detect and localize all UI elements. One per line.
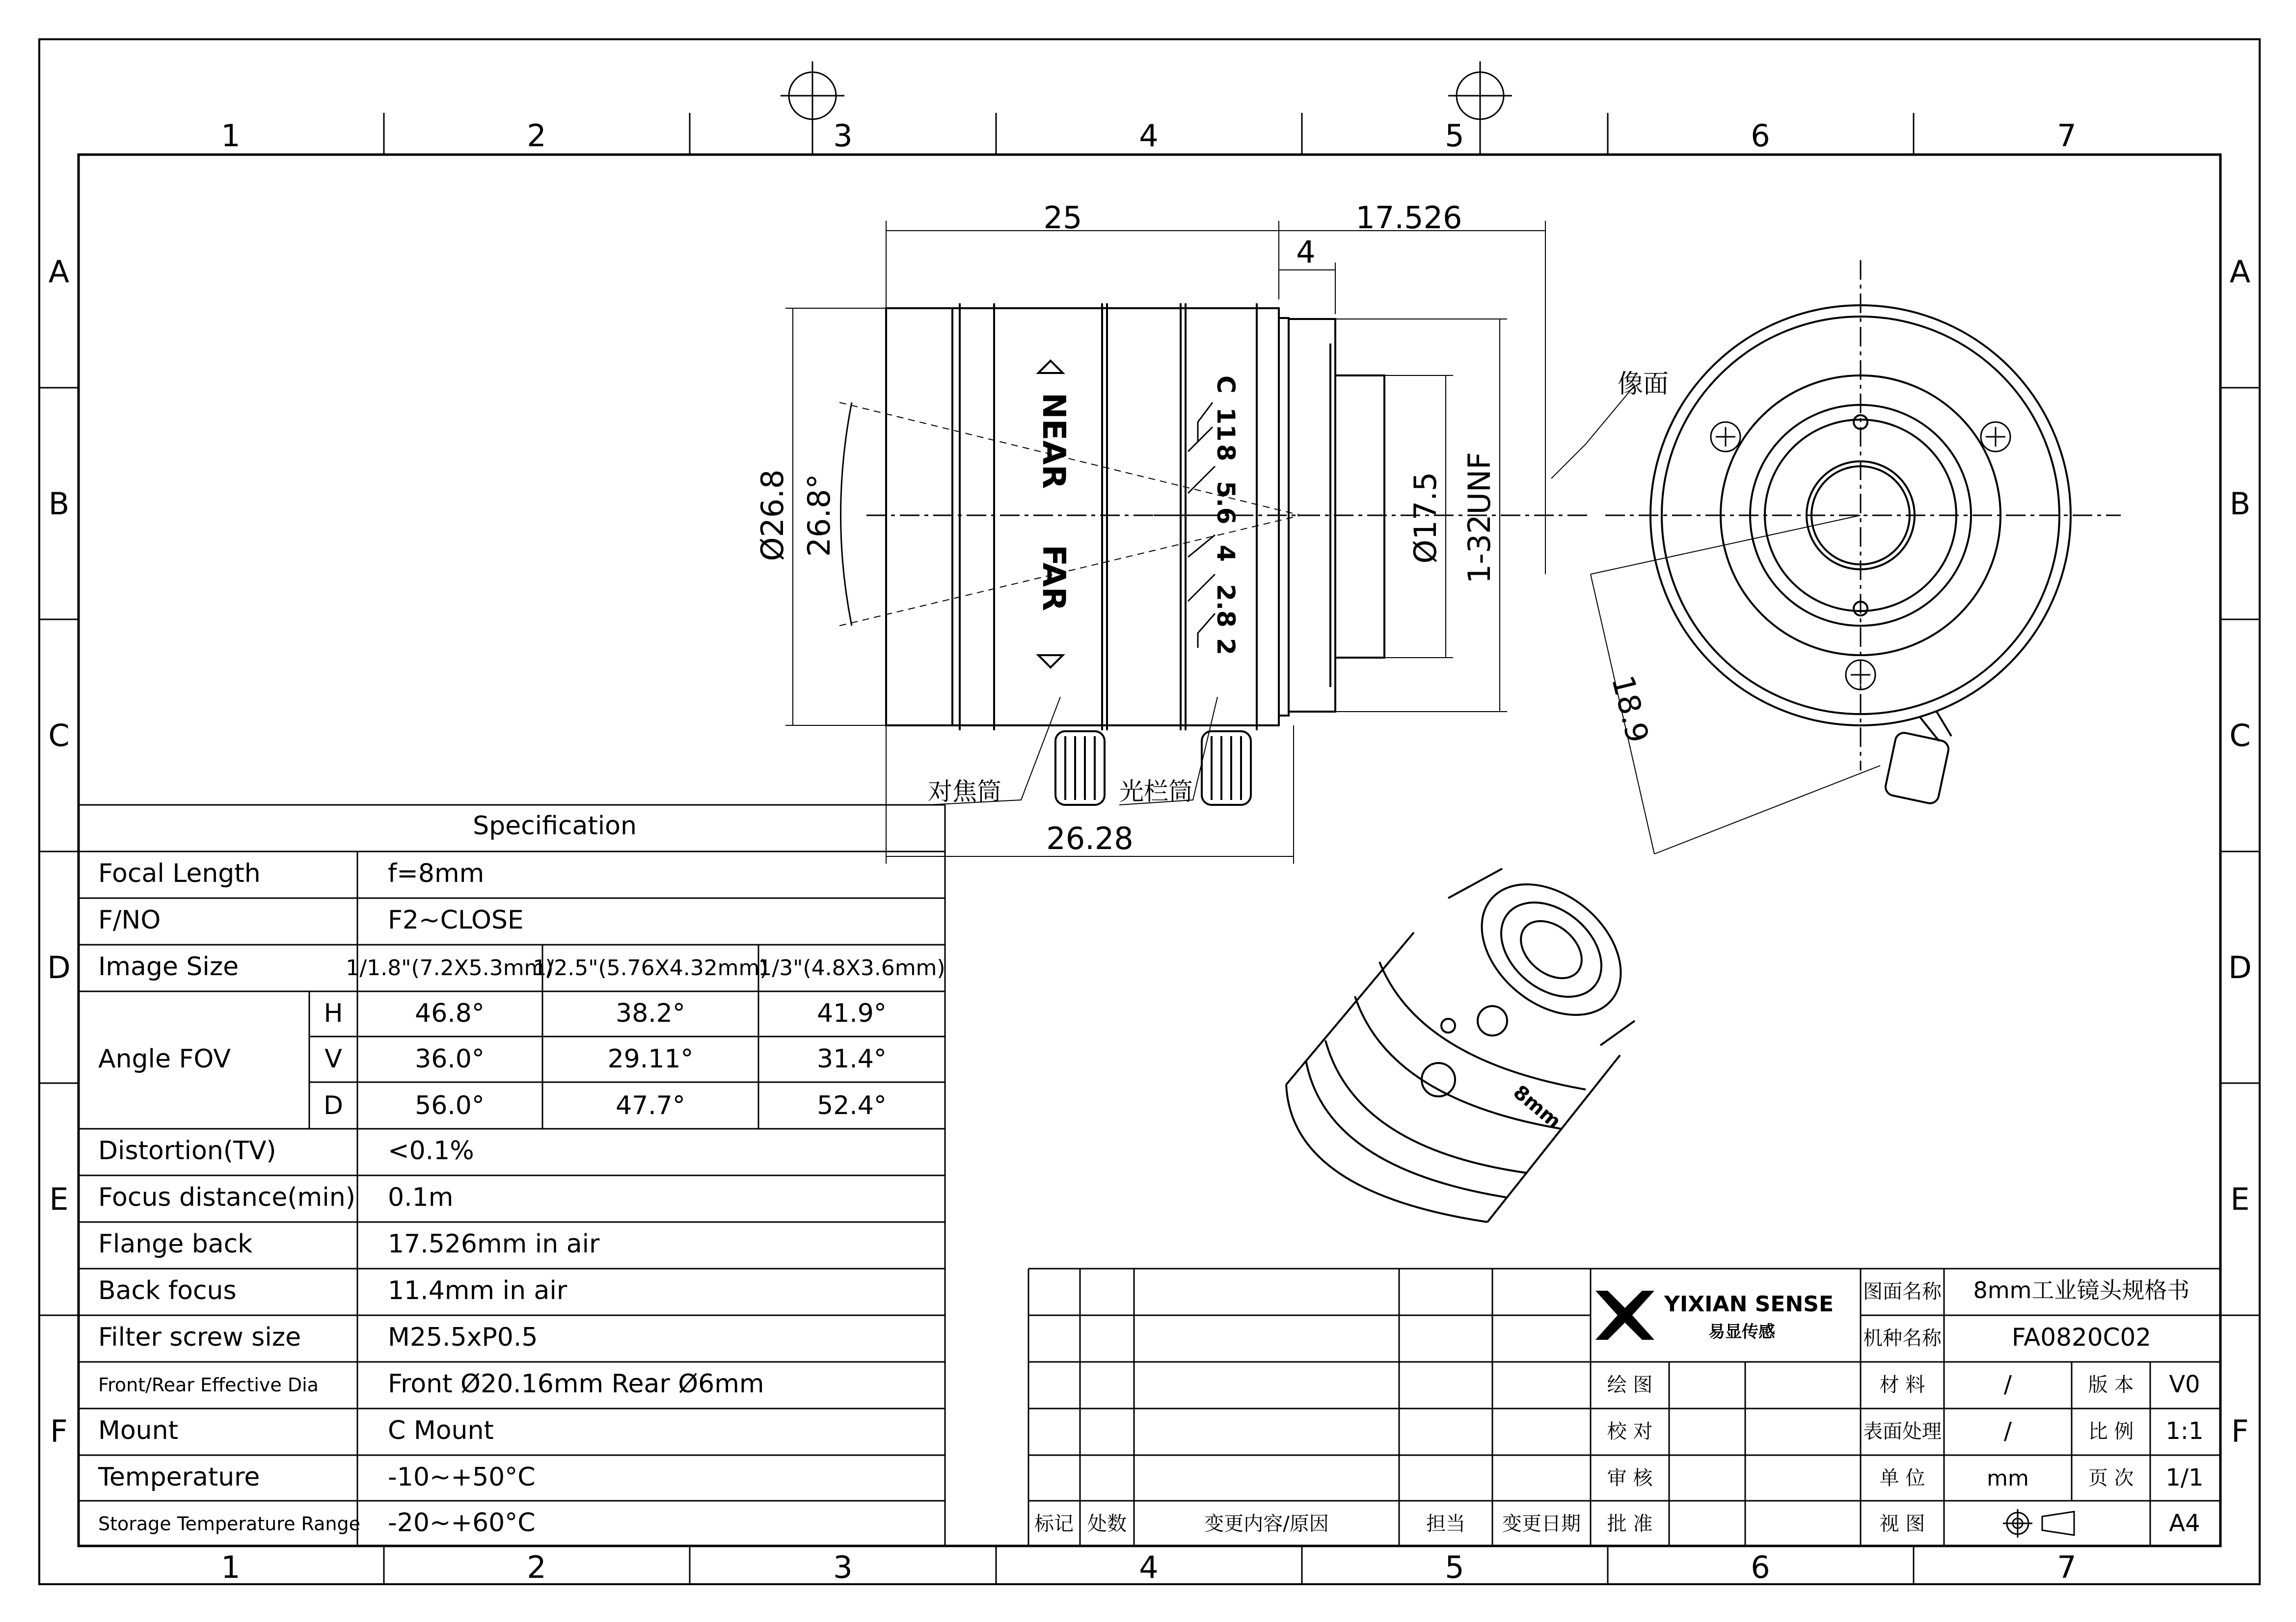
col-label: 1	[221, 1549, 241, 1585]
row-label: A	[48, 254, 70, 290]
col-label: 3	[833, 118, 853, 154]
col-label: 3	[833, 1549, 853, 1585]
spec-table	[98, 811, 945, 1538]
rev-header: 处数	[1087, 1513, 1127, 1535]
spec-label: Angle FOV	[98, 1044, 231, 1074]
tb-value: mm	[1987, 1466, 2029, 1491]
dimension-lines	[785, 221, 1880, 864]
spec-label: Flange back	[98, 1229, 253, 1259]
row-label: B	[2229, 486, 2251, 522]
fov-value: 38.2°	[616, 999, 685, 1028]
near-label: NEAR	[1035, 393, 1072, 489]
col-label: 7	[2057, 118, 2077, 154]
dim-flange-back: 17.526	[1355, 200, 1462, 236]
aperture-label: 11	[1212, 407, 1240, 442]
aperture-label: 4	[1212, 545, 1240, 562]
zone-dividers	[39, 113, 2260, 1584]
rev-header: 变更内容/原因	[1204, 1513, 1329, 1535]
row-label: B	[48, 486, 70, 522]
spec-title: Specification	[473, 811, 637, 841]
row-label: E	[49, 1181, 69, 1217]
front-center-lines	[1605, 260, 2121, 771]
col-label: 4	[1139, 1549, 1159, 1585]
tb-label: 比 例	[2088, 1420, 2134, 1443]
aperture-label: 5.6	[1212, 481, 1240, 525]
fov-value: 52.4°	[817, 1091, 887, 1120]
rev-header: 标记	[1034, 1513, 1074, 1535]
col-label: 1	[221, 118, 241, 154]
spec-label: Distortion(TV)	[98, 1136, 276, 1166]
spec-label: Focus distance(min)	[98, 1183, 356, 1212]
drawing-name: 8mm工业镜头规格书	[1973, 1277, 2190, 1303]
tb-label: 单 位	[1879, 1467, 1925, 1489]
aperture-label: 8	[1212, 444, 1240, 461]
brand-name: YIXIAN SENSE	[1664, 1292, 1834, 1317]
row-label: E	[2230, 1181, 2250, 1217]
spec-size: 1/3"(4.8X3.6mm)	[758, 956, 945, 981]
tb-value: /	[2003, 1371, 2012, 1398]
spec-size: 1/1.8"(7.2X5.3mm)	[346, 956, 554, 981]
row-label: C	[48, 718, 70, 753]
row-label: D	[47, 950, 71, 985]
dim-thread-diameter: Ø17.5	[1407, 472, 1443, 564]
tb-label: 视 图	[1879, 1513, 1925, 1535]
fov-value: 36.0°	[415, 1044, 485, 1074]
col-label: 6	[1751, 118, 1770, 154]
paper-size: A4	[2169, 1510, 2200, 1537]
tb-label: 机种名称	[1863, 1327, 1942, 1350]
rev-header: 担当	[1426, 1513, 1465, 1535]
spec-value: -10~+50°C	[388, 1462, 536, 1492]
fov-value: 47.7°	[616, 1091, 685, 1120]
spec-value: F2~CLOSE	[388, 905, 524, 935]
spec-label: Front/Rear Effective Dia	[98, 1374, 319, 1396]
iris-ring-label: 光栏筒	[1119, 777, 1193, 806]
spec-label: Filter screw size	[98, 1323, 301, 1352]
lens-side-view	[886, 303, 1384, 730]
spec-value: 17.526mm in air	[388, 1229, 600, 1259]
outer-frame	[39, 39, 2260, 1584]
aperture-label: C	[1212, 375, 1240, 394]
tb-label: 审 核	[1607, 1467, 1653, 1489]
fov-axis: D	[323, 1091, 344, 1120]
spec-value: Front Ø20.16mm Rear Ø6mm	[388, 1369, 764, 1399]
fov-value: 46.8°	[415, 999, 485, 1028]
spec-value: C Mount	[388, 1416, 494, 1445]
iso-lens-text: 8mm	[1509, 1081, 1566, 1134]
col-label: 6	[1751, 1549, 1770, 1585]
tb-label: 批 准	[1607, 1513, 1653, 1535]
focus-ring-label: 对焦筒	[928, 777, 1001, 806]
fov-value: 31.4°	[817, 1044, 887, 1074]
dim-screw-offset: 18.9	[1604, 671, 1656, 746]
tb-label: 图面名称	[1863, 1280, 1942, 1303]
dim-mount-step: 4	[1296, 234, 1316, 270]
col-label: 7	[2057, 1549, 2077, 1585]
model-number: FA0820C02	[2011, 1323, 2152, 1352]
tb-label: 页 次	[2088, 1467, 2134, 1489]
tb-label: 材 料	[1879, 1374, 1925, 1396]
spec-value: M25.5xP0.5	[388, 1323, 538, 1352]
spec-label: Storage Temperature Range	[98, 1513, 360, 1535]
fov-value: 41.9°	[817, 999, 887, 1028]
col-label: 2	[527, 118, 546, 154]
front-knob-icon	[1884, 712, 1951, 805]
brand-logo	[1595, 1291, 1834, 1342]
row-label: C	[2229, 718, 2251, 753]
spec-value: f=8mm	[388, 859, 485, 888]
spec-label: Image Size	[98, 952, 239, 982]
brand-name-cn: 易显传感	[1708, 1322, 1775, 1342]
col-label: 4	[1139, 118, 1159, 154]
row-label: A	[2229, 254, 2251, 290]
rev-header: 变更日期	[1502, 1513, 1581, 1535]
spec-label: F/NO	[98, 905, 161, 935]
spec-size: 1/2.5"(5.76X4.32mm)	[533, 956, 768, 981]
row-label: F	[50, 1413, 68, 1449]
far-label: FAR	[1035, 545, 1072, 612]
tb-label: 表面处理	[1863, 1420, 1942, 1443]
col-label: 5	[1445, 1549, 1464, 1585]
aperture-ticks	[1154, 402, 1215, 648]
dim-total-length: 26.28	[1046, 821, 1134, 856]
tb-label: 校 对	[1607, 1420, 1653, 1443]
fov-value: 56.0°	[415, 1091, 485, 1120]
spec-label: Back focus	[98, 1276, 237, 1305]
row-label: F	[2231, 1413, 2249, 1449]
aperture-label: 2.8	[1212, 584, 1240, 628]
dim-overall-length: 25	[1043, 200, 1082, 236]
col-label: 2	[527, 1549, 546, 1585]
projection-symbol-icon	[2003, 1509, 2074, 1538]
spec-value: <0.1%	[388, 1136, 474, 1166]
spec-label: Temperature	[98, 1462, 260, 1492]
row-label: D	[2228, 950, 2252, 985]
dim-outer-diameter: Ø26.8	[755, 469, 790, 561]
aperture-label: 2	[1212, 638, 1240, 655]
image-plane-label: 像面	[1618, 370, 1669, 399]
spec-value: 11.4mm in air	[388, 1276, 567, 1305]
fov-value: 29.11°	[607, 1044, 694, 1074]
spec-value: 0.1m	[388, 1183, 454, 1212]
angle-arc	[841, 402, 852, 626]
tb-label: 版 本	[2088, 1374, 2134, 1396]
tb-value: 1:1	[2165, 1417, 2204, 1445]
col-label: 5	[1445, 118, 1464, 154]
spec-label: Mount	[98, 1416, 178, 1445]
fov-axis: V	[324, 1044, 342, 1074]
spec-label: Focal Length	[98, 859, 261, 888]
tb-value: V0	[2169, 1371, 2200, 1398]
fov-axis: H	[324, 999, 343, 1028]
dim-thread-spec: 1-32UNF	[1461, 452, 1497, 584]
tb-value: 1/1	[2165, 1464, 2204, 1491]
spec-value: -20~+60°C	[388, 1508, 536, 1538]
lens-iso-view	[1286, 858, 1646, 1222]
tb-value: /	[2003, 1417, 2012, 1445]
tb-label: 绘 图	[1607, 1374, 1653, 1396]
dim-angle: 26.8°	[801, 474, 837, 557]
